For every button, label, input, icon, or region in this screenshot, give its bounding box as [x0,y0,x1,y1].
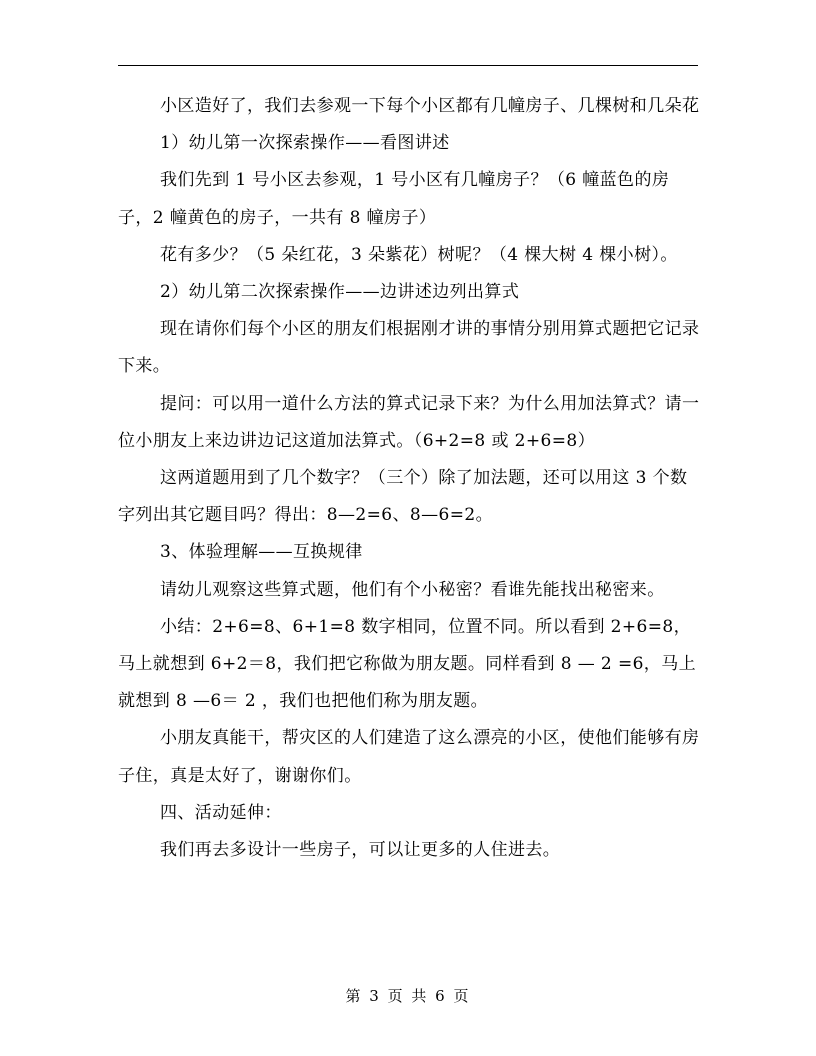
paragraph: 提问：可以用一道什么方法的算式记录下来？为什么用加法算式？请一位小朋友上来边讲边记这道加法算式。（6+2=8 或 2+6=8） [118,393,700,451]
paragraph: 四、活动延伸： [160,802,282,823]
paragraph: 现在请你们每个小区的朋友们根据刚才讲的事情分别用算式题把它记录下来。 [118,319,700,377]
paragraph: 我们再去多设计一些房子，可以让更多的人住进去。 [160,840,561,861]
paragraph: 小结：2+6=8、6+1=8 数字相同，位置不同。所以看到 2+6=8，马上就想到 6+2＝8，我们把它称做为朋友题。同样看到 8 — 2 =6，马上就想到 8 —6＝ 2 ，我们也把他们称为朋友题。 [118,616,697,712]
paragraph: 2）幼儿第二次探索操作——边讲述边列出算式 [160,282,520,303]
page-number-footer: 第 3 页 共 6 页 [345,987,471,1005]
paragraph: 我们先到 1 号小区去参观，1 号小区有几幢房子？（6 幢蓝色的房子，2 幢黄色的房子，一共有 8 幢房子） [118,170,670,228]
paragraph: 这两道题用到了几个数字？（三个）除了加法题，还可以用这 3 个数字列出其它题目吗？得出：8—2=6、8—6=2。 [118,468,688,526]
paragraph: 小朋友真能干，帮灾区的人们建造了这么漂亮的小区，使他们能够有房子住，真是太好了，谢谢你们。 [118,728,700,786]
paragraph: 1）幼儿第一次探索操作——看图讲述 [160,133,450,154]
paragraph: 请幼儿观察这些算式题，他们有个小秘密？看谁先能找出秘密来。 [160,579,665,600]
paragraph: 3、体验理解——互换规律 [160,542,363,563]
paragraph: 小区造好了，我们去参观一下每个小区都有几幢房子、几棵树和几朵花 [160,96,700,116]
document-body [118,88,700,869]
header-rule [118,65,698,66]
paragraph: 花有多少？（5 朵红花，3 朵紫花）树呢？（4 棵大树 4 棵小树）。 [160,244,678,265]
